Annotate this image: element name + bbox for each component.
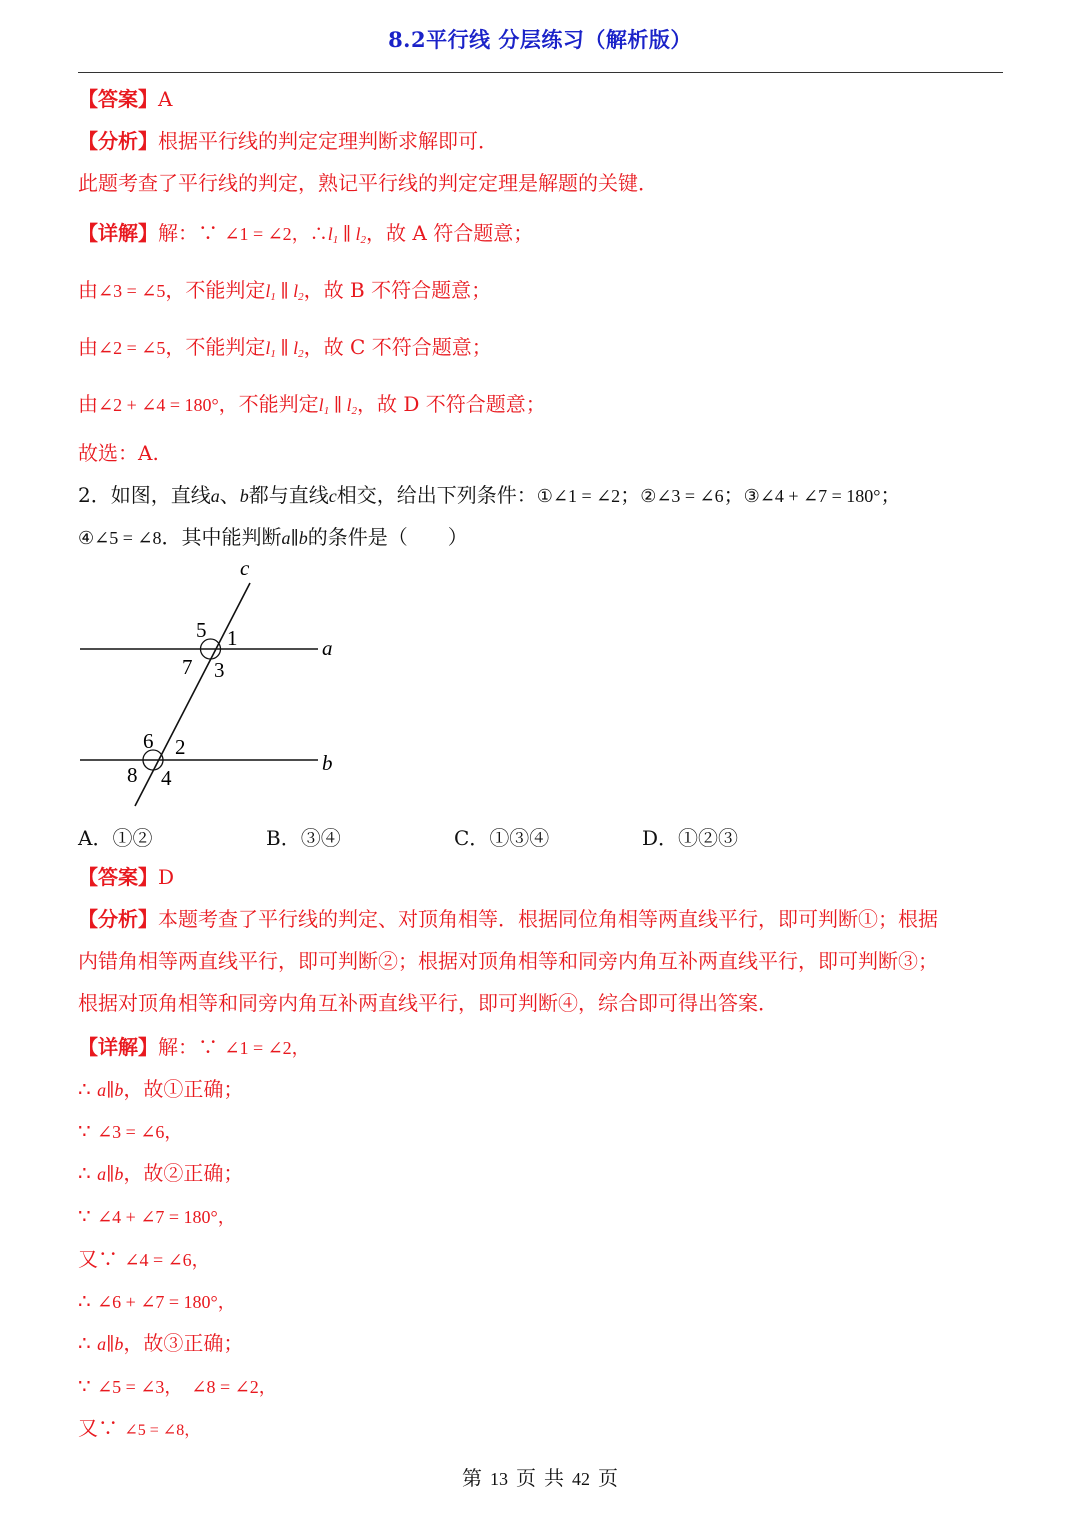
q2-detail-line-4: ∴ a∥b，故②正确； (78, 1161, 244, 1185)
angle-2: 2 (175, 735, 186, 759)
q2-answer-line (78, 864, 174, 890)
line-c (135, 583, 250, 806)
angle-8: 8 (127, 763, 138, 787)
label-c: c (240, 556, 250, 580)
choice-b: B．③④ (266, 826, 341, 850)
current-page: 13 (490, 1469, 508, 1489)
condition-2: ②∠3 = ∠6 (640, 486, 724, 506)
q2-analysis-line-3: 根据对顶角相等和同旁内角互补两直线平行，即可判断④，综合即可得出答案． (78, 991, 778, 1015)
analysis-text: 根据平行线的判定定理判断求解即可． (158, 129, 498, 153)
parallel-l1-l2: $l_1$ ∥ $l_2$ (265, 281, 304, 303)
q2-detail-line-6: 又∵ ∠4 = ∠6， (78, 1247, 210, 1271)
q1-remark: 此题考查了平行线的判定，熟记平行线的判定定理是解题的关键． (78, 171, 658, 195)
because-symbol: ∵ (198, 1035, 218, 1059)
parallel-lines-figure (60, 555, 360, 815)
parallel-l1-l2: $l_1$ ∥ $l_2$ (318, 395, 358, 417)
q2-analysis-line-2: 内错角相等两直线平行，即可判断②；根据对顶角相等和同旁内角互补两直线平行，即可判断③； (78, 949, 938, 973)
because-symbol: ∵ (198, 221, 218, 245)
q2-detail-line-8: ∴ a∥b，故③正确； (78, 1331, 244, 1355)
angle-1: 1 (227, 626, 238, 650)
q1-detail-line-2: 由∠3 = ∠5，不能判定$l_1$ ∥ $l_2$，故 B 不符合题意； (78, 278, 492, 303)
choice-a: A．①② (78, 826, 153, 850)
q2-detail-line-3: ∵ ∠3 = ∠6， (78, 1119, 183, 1143)
q1-analysis-line (78, 128, 498, 154)
parallel-l1-l2: $l_1$ ∥ $l_2$ (327, 224, 367, 246)
q2-stem-line-1: 2．如图，直线a、b都与直线c相交，给出下列条件：①∠1 = ∠2；②∠3 = ∠6；③∠4 + ∠7 = 180°； (78, 483, 901, 507)
page-number-footer: 第 13 页 共 42 页 (462, 1466, 618, 1490)
therefore-symbol: ∴ (309, 224, 328, 244)
analysis-tag: 【分析】 (78, 129, 158, 153)
analysis-tag: 【分析】 (78, 907, 158, 931)
q1-detail-line-4: 由∠2 + ∠4 = 180°，不能判定$l_1$ ∥ $l_2$，故 D 不符合题意； (78, 392, 546, 417)
condition-1: ①∠1 = ∠2 (536, 486, 621, 506)
label-b: b (322, 751, 333, 775)
angle-4: 4 (161, 766, 172, 790)
q1-answer-line (78, 86, 172, 112)
q1-detail-line-3: 由∠2 = ∠5，不能判定$l_1$ ∥ $l_2$，故 C 不符合题意； (78, 335, 492, 360)
detail-tag: 【详解】 (78, 221, 158, 245)
q1-detail-line-1: 【详解】解：∵ ∠1 = ∠2，$\therefore l_1$ ∥ $l_2$，故 A 符合题意； (78, 221, 534, 246)
choice-d: D．①②③ (642, 826, 739, 850)
q2-detail-line-5: ∵ ∠4 + ∠7 = 180°， (78, 1204, 236, 1228)
angle-7: 7 (182, 655, 193, 679)
total-pages: 42 (572, 1469, 590, 1489)
answer-value: A (158, 87, 173, 111)
angle-3: 3 (214, 658, 225, 682)
parallel-l1-l2: $l_1$ ∥ $l_2$ (265, 338, 304, 360)
angle-5: 5 (196, 618, 207, 642)
condition-4: ④∠5 = ∠8 (78, 528, 162, 548)
header-divider (78, 72, 1003, 73)
answer-tag: 【答案】 (78, 87, 158, 111)
answer-value: D (158, 865, 175, 889)
answer-tag: 【答案】 (78, 865, 158, 889)
q2-detail-line-2: ∴ a∥b，故①正确； (78, 1077, 244, 1101)
q2-analysis-line-1: 【分析】本题考查了平行线的判定、对顶角相等．根据同位角相等两直线平行，即可判断①；根据 (78, 907, 938, 931)
condition-3: ③∠4 + ∠7 = 180° (743, 486, 881, 506)
q2-detail-line-9: ∵ ∠5 = ∠3， ∠8 = ∠2， (78, 1374, 277, 1398)
q2-detail-line-10: 又∵ ∠5 = ∠8， (78, 1416, 201, 1440)
q2-stem-line-2: ④∠5 = ∠8．其中能判断a∥b的条件是（ ） (78, 525, 468, 549)
detail-tag: 【详解】 (78, 1035, 158, 1059)
math-expression: ∠1 = ∠2 (224, 224, 292, 244)
choice-c: C．①③④ (454, 826, 550, 850)
label-a: a (322, 636, 333, 660)
angle-6: 6 (143, 729, 154, 753)
q1-choice-result: 故选：A. (78, 441, 159, 465)
header-title: 8.2平行线 分层练习（解析版） (388, 27, 692, 52)
q2-detail-line-7: ∴ ∠6 + ∠7 = 180°， (78, 1289, 236, 1313)
q2-detail-line-1: 【详解】解：∵ ∠1 = ∠2， (78, 1035, 310, 1059)
